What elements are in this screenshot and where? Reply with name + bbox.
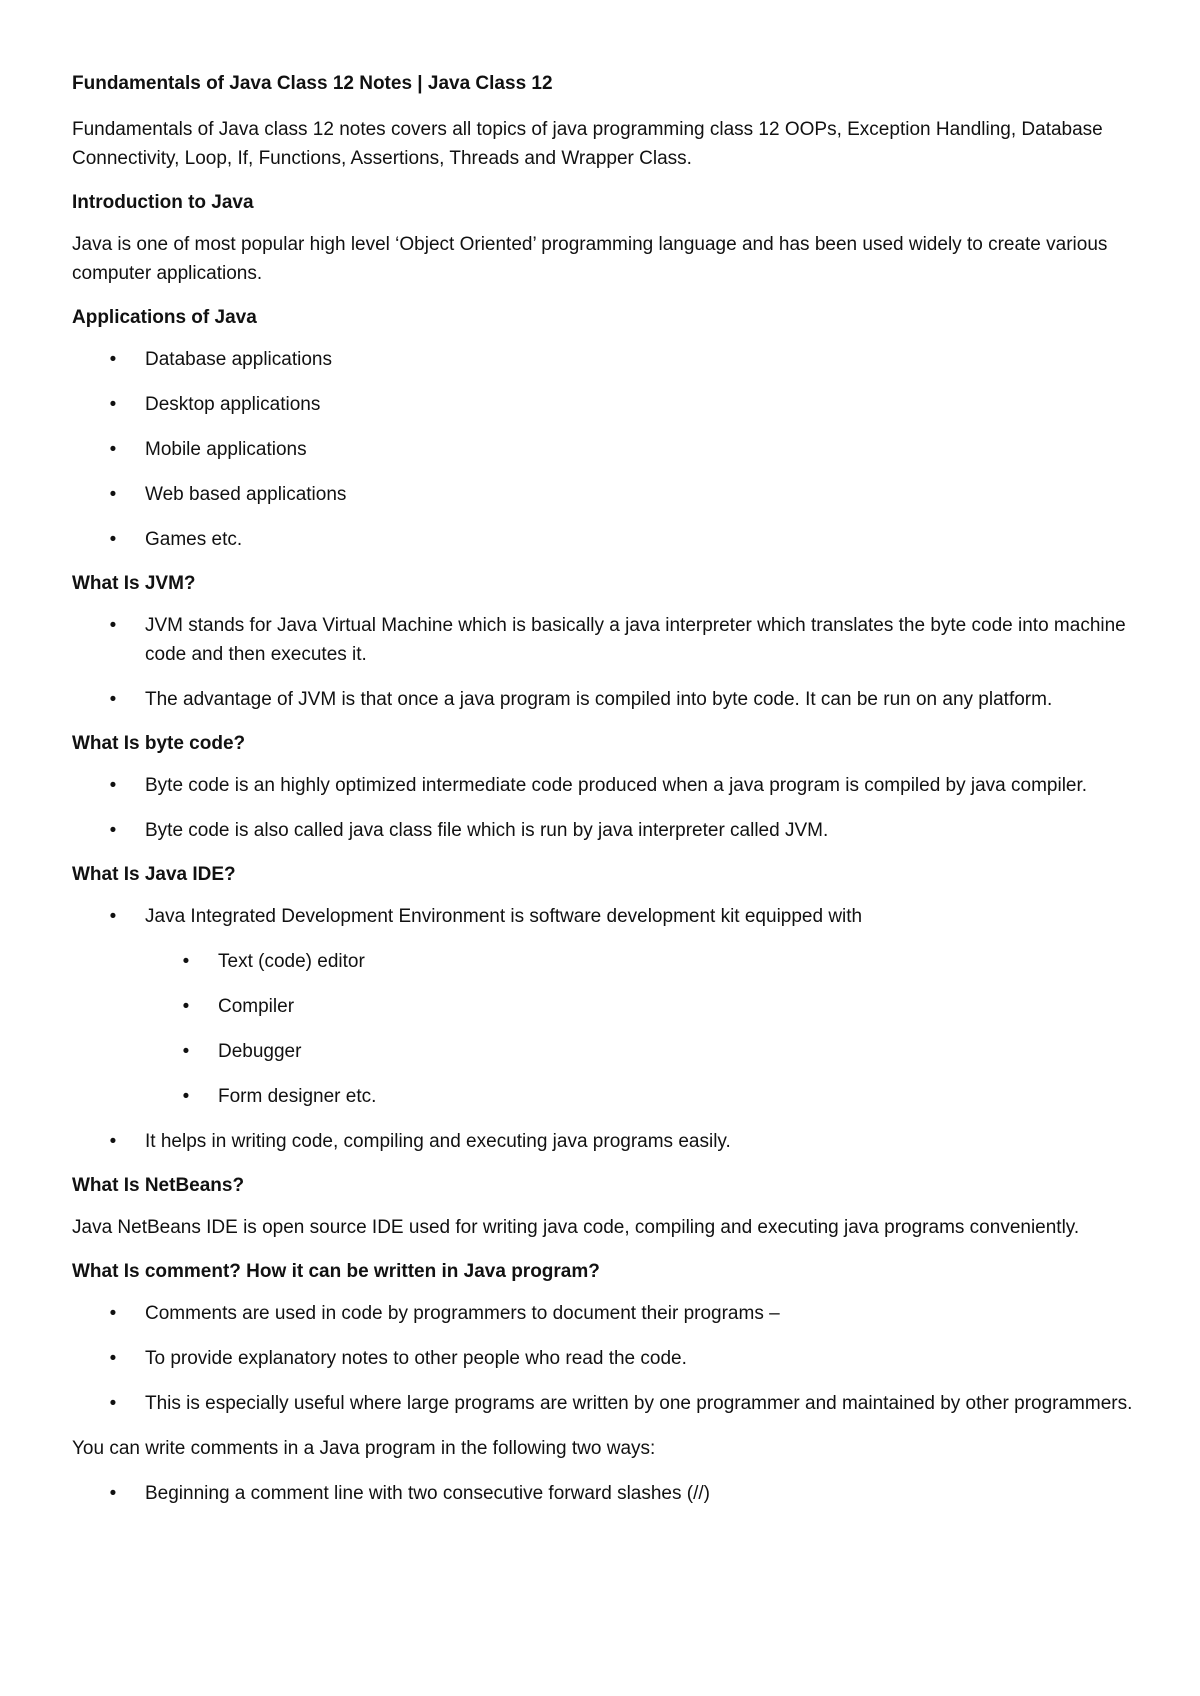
- page-title: Fundamentals of Java Class 12 Notes | Java Class 12: [72, 73, 553, 94]
- bytecode-list: [72, 771, 1142, 845]
- list-item: • JVM stands for Java Virtual Machine which is basically a java interpreter which translates the byte code into machine code and then executes it.: [72, 611, 1142, 669]
- bullet-icon: •: [109, 689, 117, 710]
- list-item: • Comments are used in code by programmers to document their programs –: [72, 1299, 1142, 1328]
- ide-list-2: [72, 1127, 1142, 1156]
- netbeans-paragraph: Java NetBeans IDE is open source IDE used for writing java code, compiling and executing java programs conveniently.: [72, 1217, 1080, 1238]
- bullet-icon: •: [109, 1348, 117, 1369]
- comment-ways-list: [72, 1479, 1142, 1508]
- list-item: • The advantage of JVM is that once a java program is compiled into byte code. It can be run on any platform.: [72, 685, 1142, 714]
- bullet-icon: •: [109, 394, 117, 415]
- list-item: • It helps in writing code, compiling and executing java programs easily.: [72, 1127, 1142, 1156]
- bullet-icon: •: [182, 1086, 190, 1107]
- list-item: • Desktop applications: [72, 390, 1142, 419]
- intro-java-paragraph: Java is one of most popular high level ‘Object Oriented’ programming language and has been used widely to create various computer applications.: [72, 234, 1108, 284]
- bullet-icon: •: [182, 996, 190, 1017]
- bullet-icon: •: [182, 1041, 190, 1062]
- comment-ways-paragraph: You can write comments in a Java program in the following two ways:: [72, 1438, 656, 1459]
- list-item: • Byte code is also called java class file which is run by java interpreter called JVM.: [72, 816, 1142, 845]
- list-item: • Web based applications: [72, 480, 1142, 509]
- heading-what-is-byte-code: What Is byte code?: [72, 733, 246, 754]
- comment-list: [72, 1299, 1142, 1418]
- heading-what-is-jvm: What Is JVM?: [72, 573, 196, 594]
- ide-list: [72, 902, 1142, 931]
- jvm-list: [72, 611, 1142, 714]
- document-content: [72, 70, 1142, 1524]
- bullet-icon: •: [109, 1393, 117, 1414]
- heading-applications-of-java: Applications of Java: [72, 307, 257, 328]
- heading-introduction-to-java: Introduction to Java: [72, 192, 254, 213]
- bullet-icon: •: [109, 1483, 117, 1504]
- bullet-icon: •: [109, 439, 117, 460]
- heading-what-is-java-ide: What Is Java IDE?: [72, 864, 236, 885]
- applications-list: [72, 345, 1142, 554]
- bullet-icon: •: [182, 951, 190, 972]
- sub-list-item: • Text (code) editor: [72, 947, 1142, 976]
- sub-list-item: • Form designer etc.: [72, 1082, 1142, 1111]
- bullet-icon: •: [109, 820, 117, 841]
- ide-sublist: [72, 947, 1142, 1111]
- bullet-icon: •: [109, 906, 117, 927]
- list-item: • To provide explanatory notes to other people who read the code.: [72, 1344, 1142, 1373]
- list-item: • Games etc.: [72, 525, 1142, 554]
- heading-what-is-comment: What Is comment? How it can be written in Java program?: [72, 1261, 600, 1282]
- list-item: • Mobile applications: [72, 435, 1142, 464]
- bullet-icon: •: [109, 775, 117, 796]
- sub-list-item: • Compiler: [72, 992, 1142, 1021]
- bullet-icon: •: [109, 349, 117, 370]
- bullet-icon: •: [109, 1303, 117, 1324]
- bullet-icon: •: [109, 484, 117, 505]
- intro-paragraph: Fundamentals of Java class 12 notes covers all topics of java programming class 12 OOPs, Exception Handling, Database Connectivity, Loop, If, Functions, Assertions, Threads and Wrapper Class.: [72, 119, 1103, 169]
- bullet-icon: •: [109, 615, 117, 636]
- heading-what-is-netbeans: What Is NetBeans?: [72, 1175, 245, 1196]
- list-item: • Byte code is an highly optimized intermediate code produced when a java program is compiled by java compiler.: [72, 771, 1142, 800]
- list-item: • Java Integrated Development Environment is software development kit equipped with: [72, 902, 1142, 931]
- list-item: • Beginning a comment line with two consecutive forward slashes (//): [72, 1479, 1142, 1508]
- bullet-icon: •: [109, 529, 117, 550]
- bullet-icon: •: [109, 1131, 117, 1152]
- list-item: • Database applications: [72, 345, 1142, 374]
- sub-list-item: • Debugger: [72, 1037, 1142, 1066]
- list-item: • This is especially useful where large programs are written by one programmer and maintained by other programmers.: [72, 1389, 1142, 1418]
